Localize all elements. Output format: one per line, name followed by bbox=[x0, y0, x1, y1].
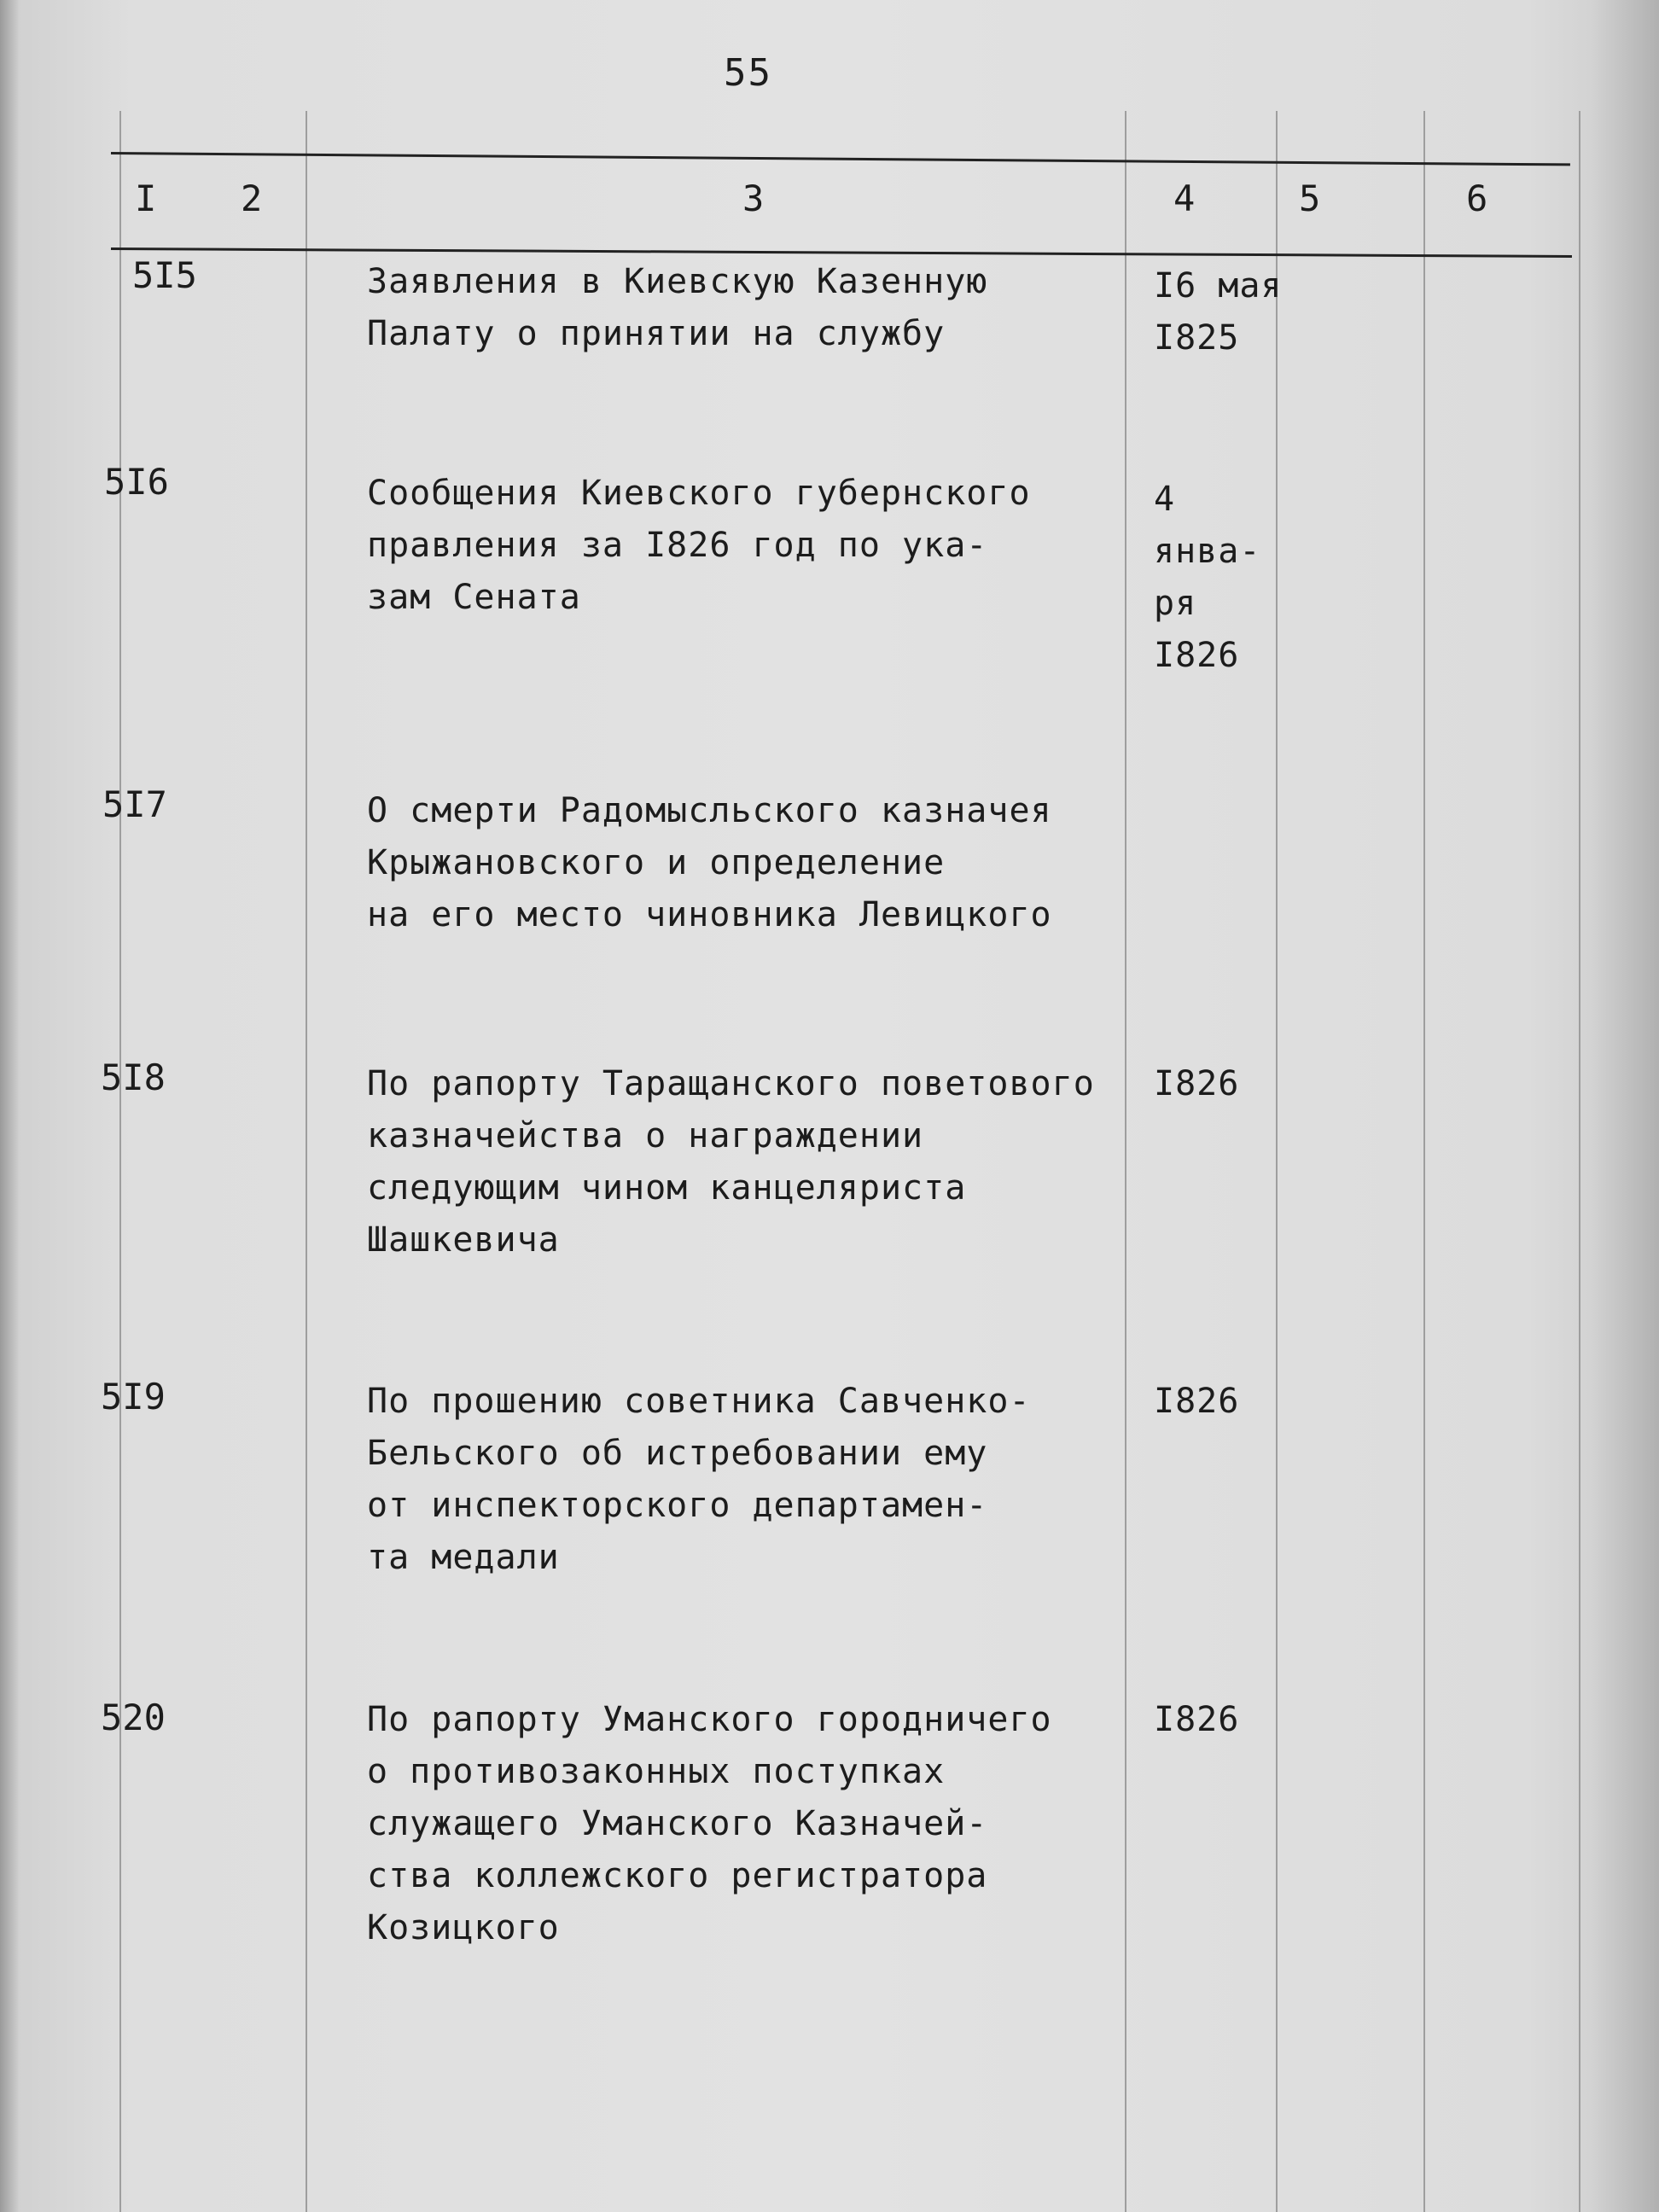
column-rule bbox=[1579, 111, 1580, 2212]
column-rule bbox=[119, 111, 121, 2212]
page-number: 55 bbox=[724, 51, 772, 95]
row-number: 5I6 bbox=[104, 461, 169, 503]
column-rule bbox=[1276, 111, 1278, 2212]
column-header-3: 3 bbox=[742, 178, 765, 219]
row-number: 5I8 bbox=[101, 1057, 166, 1098]
column-header-6: 6 bbox=[1466, 178, 1488, 219]
column-header-2: 2 bbox=[241, 178, 263, 219]
row-title: По рапорту Уманского городничего о противозаконных поступках служащего Уманского Казначей- ства коллежского регистратора Козицкого bbox=[367, 1700, 1052, 1947]
row-date: I826 bbox=[1154, 1700, 1240, 1739]
column-rule bbox=[1423, 111, 1425, 2212]
row-title: По прошению советника Савченко- Бельского об истребовании ему от инспекторского департамен- та медали bbox=[367, 1382, 1031, 1577]
row-date: I6 мая I825 bbox=[1154, 266, 1283, 358]
column-header-4: 4 bbox=[1173, 178, 1196, 219]
column-header-1: I bbox=[135, 178, 157, 219]
page-binding bbox=[0, 0, 19, 2212]
row-number: 5I7 bbox=[102, 783, 167, 825]
row-title: По рапорту Таращанского поветового казначейства о награждении следующим чином канцеляриста Шашкевича bbox=[367, 1064, 1095, 1260]
row-number: 5I5 bbox=[132, 254, 197, 296]
row-number: 5I9 bbox=[101, 1376, 166, 1417]
column-header-5: 5 bbox=[1299, 178, 1321, 219]
row-date: 4 янва- ря I826 bbox=[1154, 480, 1261, 675]
row-title: Заявления в Киевскую Казенную Палату о принятии на службу bbox=[367, 262, 988, 353]
row-title: Сообщения Киевского губернского правления за I826 год по ука- зам Сената bbox=[367, 474, 1031, 617]
row-date: I826 bbox=[1154, 1382, 1240, 1421]
row-date: I826 bbox=[1154, 1064, 1240, 1103]
column-rule bbox=[306, 111, 307, 2212]
page-edge-shadow bbox=[1591, 0, 1659, 2212]
row-title: О смерти Радомысльского казначея Крыжановского и определение на его место чиновника Левицкого bbox=[367, 791, 1052, 934]
header-top-rule bbox=[111, 152, 1570, 166]
row-number: 520 bbox=[101, 1697, 166, 1738]
